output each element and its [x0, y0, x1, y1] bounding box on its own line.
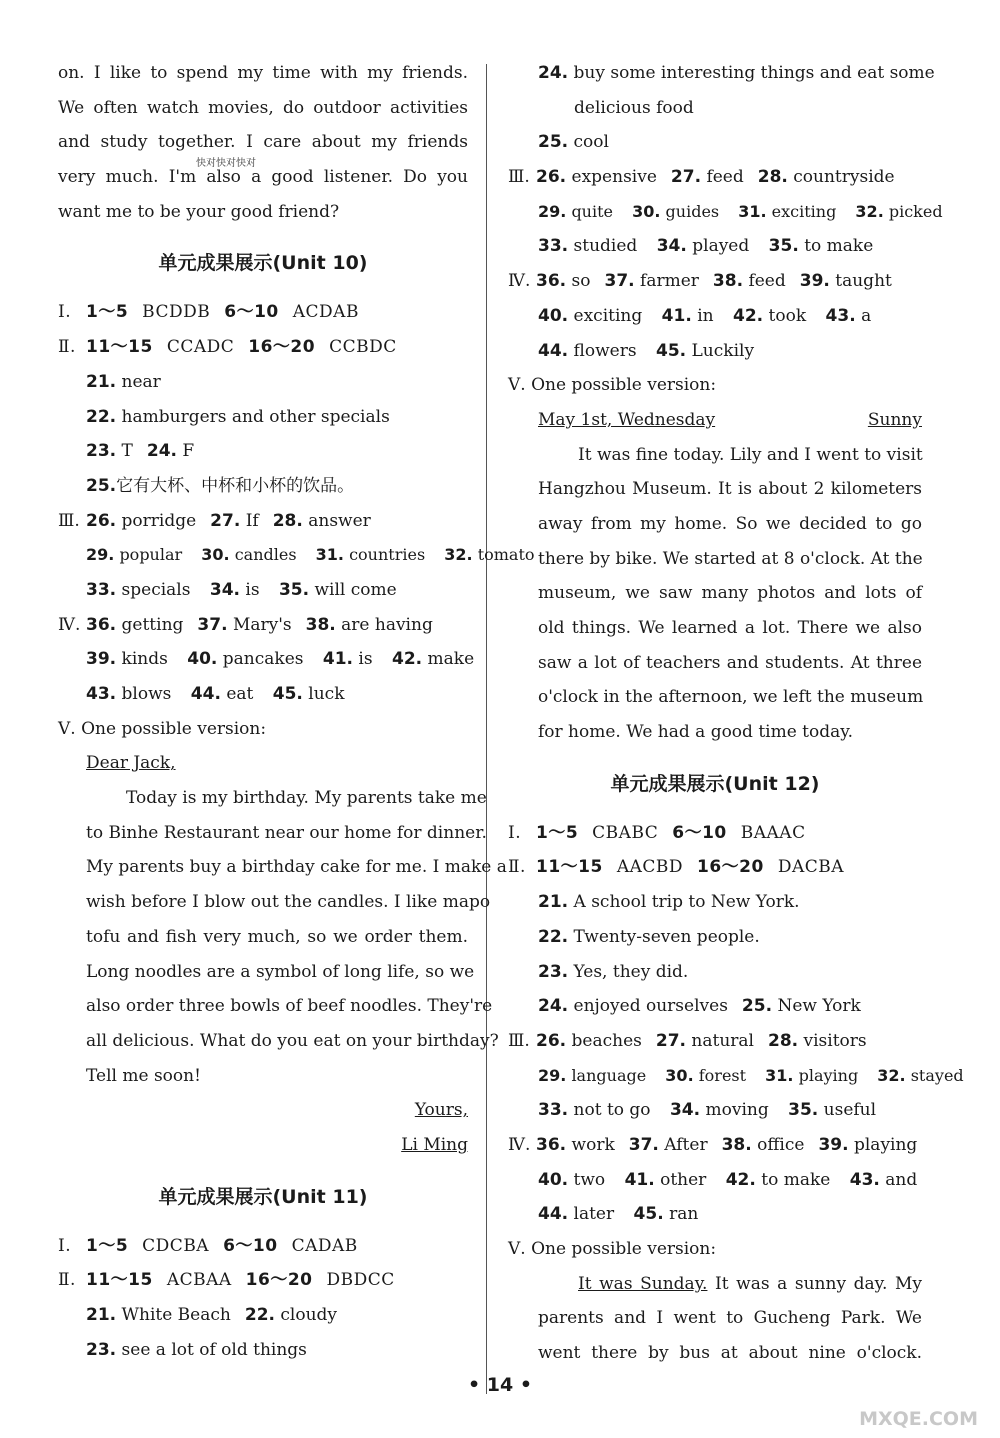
q-number: 34.: [209, 579, 240, 600]
q-answer: useful: [823, 1100, 877, 1121]
q-number: 38.: [712, 271, 744, 292]
roman-numeral: Ⅰ.: [508, 822, 522, 843]
section-5-label: Ⅴ. One possible version:: [508, 1239, 717, 1259]
section-3-row: [508, 229, 922, 264]
diary-line: It was fine today. Lily and I went to visit: [578, 444, 923, 465]
q-number: 41.: [624, 1169, 655, 1190]
q-number: 43.: [849, 1169, 880, 1190]
q-answer: Yes, they did.: [573, 961, 689, 982]
section-3-row: [508, 195, 943, 230]
q-answer: natural: [691, 1030, 754, 1051]
section-4-row: [58, 677, 468, 712]
q-number: 38.: [305, 614, 336, 635]
essay-line: parents and I went to Gucheng Park. We: [538, 1308, 922, 1329]
q-number: 33.: [86, 579, 117, 600]
intro-line: We often watch movies, do outdoor activities: [58, 97, 468, 118]
q-answer: After: [664, 1134, 708, 1155]
section-3-row: [508, 1093, 922, 1128]
q-answer: buy some interesting things and eat some: [573, 63, 935, 83]
q-number: 27.: [210, 510, 241, 531]
q-number: 30.: [201, 545, 230, 565]
letter-line: all delicious. What do you eat on your birthday?: [86, 1030, 499, 1051]
q-answer: played: [692, 236, 750, 257]
q-number: 29.: [538, 1065, 567, 1085]
q-number: 22.: [538, 926, 569, 947]
q-number: 24.: [538, 996, 569, 1017]
q-answer: blows: [121, 684, 172, 704]
q-number: 42.: [392, 649, 423, 670]
q-answer: to make: [804, 236, 874, 257]
q-answer: forest: [698, 1065, 747, 1085]
q-number: 23.: [538, 961, 569, 982]
q-answer: porridge: [121, 510, 197, 531]
answer-25: [508, 125, 922, 160]
q-answer: T: [121, 441, 133, 462]
q-answer: cool: [573, 132, 609, 153]
q-answer: enjoyed ourselves: [573, 996, 728, 1017]
answer-24-25: [508, 989, 922, 1024]
roman-numeral: Ⅱ.: [508, 857, 526, 878]
q-answer: expensive: [571, 167, 657, 188]
q-answer: office: [757, 1134, 805, 1155]
answer-25: [58, 469, 468, 504]
q-answer: to make: [761, 1169, 831, 1190]
answer-letters: ACDAB: [292, 302, 359, 323]
section-4-row: [508, 264, 922, 299]
q-answer: two: [573, 1169, 606, 1190]
answer-letters: DACBA: [777, 857, 845, 878]
roman-numeral: Ⅰ.: [58, 1235, 72, 1256]
q-answer: playing: [798, 1065, 859, 1085]
roman-numeral: Ⅱ.: [58, 1270, 76, 1291]
answer-23-24: [58, 434, 468, 469]
range-label: 1～5: [536, 822, 579, 843]
q-number: 38.: [721, 1134, 752, 1155]
q-answer: 它有大杯、中杯和小杯的饮品。: [116, 475, 355, 496]
section-4-row: [508, 1128, 922, 1163]
section-2-row: [58, 330, 468, 365]
q-number: 43.: [86, 684, 117, 704]
diary-line: museum, we saw many photos and lots of: [538, 583, 922, 604]
unit11-heading: 单元成果展示(Unit 11): [158, 1185, 368, 1208]
q-number: 27.: [670, 167, 702, 188]
q-number: 29.: [538, 201, 567, 221]
q-answer: guides: [665, 201, 720, 221]
q-answer: is: [245, 579, 260, 600]
q-answer: took: [768, 305, 807, 326]
answer-21: [58, 365, 468, 400]
q-number: 37.: [628, 1134, 659, 1155]
q-number: 42.: [725, 1169, 756, 1190]
diary-line: away from my home. So we decided to go: [538, 513, 922, 534]
section-3-row: [58, 538, 535, 573]
q-number: 39.: [799, 271, 830, 292]
q-answer: in: [697, 305, 714, 326]
q-number: 28.: [757, 167, 788, 188]
essay-line: went there by bus at about nine o'clock.: [538, 1343, 922, 1364]
q-answer: is: [358, 649, 373, 670]
q-number: 35.: [278, 579, 310, 600]
q-answer: see a lot of old things: [121, 1339, 307, 1360]
letter-line: My parents buy a birthday cake for me. I make a: [86, 857, 507, 878]
q-number: 45.: [655, 340, 687, 361]
q-answer: eat: [226, 684, 254, 704]
q-number: 25.: [86, 475, 117, 496]
q-number: 36.: [86, 614, 117, 635]
q-answer: flowers: [573, 340, 637, 361]
section-5-label: Ⅴ. One possible version:: [58, 718, 267, 739]
q-number: 30.: [665, 1065, 694, 1085]
answer-letters: CCADC: [166, 337, 235, 358]
answer-22: [58, 400, 468, 435]
q-number: 34.: [669, 1100, 701, 1121]
answer-letters: DBDCC: [326, 1270, 395, 1291]
answer-21-22: [58, 1298, 468, 1333]
q-number: 23.: [86, 441, 117, 462]
q-number: 40.: [538, 305, 569, 326]
q-number: 32.: [855, 201, 884, 221]
q-number: 44.: [538, 1204, 569, 1225]
essay-text: It was a sunny day. My: [707, 1273, 923, 1294]
range-label: 11～15: [86, 337, 153, 358]
q-answer: a: [861, 305, 872, 326]
section-3-row: [508, 1024, 922, 1059]
q-answer: farmer: [640, 271, 699, 292]
section-2-row: [508, 850, 922, 885]
q-answer: moving: [705, 1100, 769, 1121]
letter-line: tofu and fish very much, so we order them.: [86, 926, 468, 947]
answer-letters: CCBDC: [329, 337, 397, 358]
answer-letters: BAAAC: [740, 822, 806, 843]
section-1-row: [58, 1229, 468, 1264]
letter-line: Today is my birthday. My parents take me: [126, 788, 487, 809]
answer-letters: BCDDB: [142, 302, 211, 323]
range-label: 6～10: [223, 1235, 278, 1256]
q-number: 21.: [86, 1305, 117, 1325]
q-answer: ran: [669, 1204, 699, 1225]
answer-letters: CDCBA: [142, 1235, 210, 1256]
unit12-heading: 单元成果展示(Unit 12): [610, 772, 820, 795]
q-number: 25.: [538, 132, 569, 153]
q-answer: popular: [119, 545, 183, 565]
q-number: 26.: [536, 1030, 567, 1051]
letter-line: to Binhe Restaurant near our home for dinner.: [86, 822, 487, 843]
q-number: 29.: [86, 545, 115, 565]
diary-line: old things. We learned a lot. There we also: [538, 618, 922, 638]
q-number: 45.: [633, 1204, 664, 1225]
diary-date: May 1st, Wednesday: [538, 409, 716, 430]
range-label: 11～15: [86, 1270, 153, 1291]
range-label: 16～20: [245, 1270, 313, 1291]
diary-header: [508, 403, 922, 438]
q-answer: luck: [308, 684, 345, 704]
q-number: 32.: [877, 1065, 906, 1085]
answer-letters: CADAB: [291, 1235, 358, 1256]
unit10-heading: 单元成果展示(Unit 10): [158, 252, 368, 275]
q-number: 34.: [656, 236, 687, 257]
q-number: 26.: [536, 167, 567, 188]
q-number: 31.: [738, 201, 767, 221]
diary-line: saw a lot of teachers and students. At three: [538, 652, 922, 673]
q-answer: are having: [341, 614, 433, 635]
q-answer: later: [573, 1204, 615, 1225]
diary-line: for home. We had a good time today.: [538, 722, 854, 743]
section-5-label: Ⅴ. One possible version:: [508, 375, 717, 396]
answer-24: [508, 56, 935, 91]
q-answer: Luckily: [691, 340, 755, 361]
roman-numeral: Ⅰ.: [58, 302, 72, 323]
q-answer: Mary's: [232, 614, 292, 635]
q-number: 24.: [146, 441, 177, 462]
q-number: 30.: [632, 201, 661, 221]
intro-line: want me to be your good friend?: [58, 201, 340, 222]
handwritten-note: 快对快对快对: [196, 158, 256, 169]
q-answer: work: [571, 1134, 615, 1155]
range-label: 16～20: [697, 857, 764, 878]
q-answer: studied: [573, 236, 638, 257]
range-label: 1～5: [86, 302, 129, 323]
q-answer: exciting: [771, 201, 837, 221]
q-answer: visitors: [803, 1030, 867, 1051]
q-number: 28.: [272, 510, 303, 531]
q-answer: feed: [706, 167, 744, 188]
q-answer: answer: [308, 510, 371, 531]
section-4-row: [508, 1197, 922, 1232]
q-number: 42.: [732, 305, 764, 326]
answer-22: [508, 920, 922, 955]
q-number: 33.: [538, 236, 569, 257]
q-answer: specials: [121, 579, 191, 600]
q-answer: feed: [748, 271, 786, 292]
answer-23: [508, 955, 922, 990]
roman-numeral: Ⅳ.: [508, 1134, 531, 1155]
roman-numeral: Ⅲ.: [508, 167, 530, 188]
section-3-row: [58, 573, 468, 608]
q-number: 22.: [244, 1305, 275, 1325]
q-answer: F: [182, 441, 195, 462]
q-answer: New York: [777, 996, 861, 1017]
letter-greeting: Dear Jack,: [86, 753, 176, 774]
section-4-row: [508, 299, 922, 334]
q-number: 33.: [538, 1100, 569, 1121]
roman-numeral: Ⅳ.: [508, 271, 531, 292]
q-answer: White Beach: [121, 1305, 231, 1325]
q-answer: getting: [121, 614, 184, 635]
range-label: 6～10: [672, 822, 727, 843]
letter-line: also order three bowls of beef noodles. They're: [86, 996, 493, 1017]
q-number: 36.: [536, 1134, 567, 1155]
section-2-row: [58, 1263, 468, 1298]
column-divider: [486, 64, 487, 1394]
q-number: 26.: [86, 510, 117, 531]
range-label: 1～5: [86, 1235, 129, 1256]
q-answer: Twenty-seven people.: [573, 926, 760, 947]
section-4-row: [508, 334, 922, 369]
q-number: 39.: [86, 649, 117, 670]
q-answer: and: [885, 1169, 918, 1190]
q-answer: pancakes: [222, 649, 304, 670]
q-answer: picked: [888, 201, 943, 221]
intro-line: on. I like to spend my time with my friends.: [58, 63, 468, 83]
section-3-row: [508, 1059, 964, 1094]
q-answer: stayed: [910, 1065, 964, 1085]
q-number: 22.: [86, 406, 117, 427]
q-number: 36.: [536, 271, 567, 292]
q-number: 44.: [538, 340, 569, 361]
q-number: 45.: [272, 684, 303, 704]
q-answer: language: [571, 1065, 647, 1085]
q-answer: countryside: [793, 167, 895, 188]
q-number: 39.: [818, 1134, 849, 1155]
letter-line: wish before I blow out the candles. I like mapo: [86, 892, 491, 913]
range-label: 11～15: [536, 857, 603, 878]
page-number: • 14 •: [468, 1374, 532, 1396]
letter-signature: Li Ming: [401, 1134, 468, 1155]
q-answer: hamburgers and other specials: [121, 406, 390, 427]
q-number: 35.: [768, 236, 799, 257]
q-number: 41.: [661, 305, 692, 326]
diary-line: o'clock in the afternoon, we left the museum: [538, 687, 924, 708]
range-label: 16～20: [248, 337, 316, 358]
q-answer: cloudy: [280, 1305, 338, 1325]
letter-line: Long noodles are a symbol of long life, so we: [86, 961, 475, 982]
q-number: 21.: [86, 371, 117, 392]
q-answer: tomato: [477, 545, 535, 565]
roman-numeral: Ⅱ.: [58, 337, 76, 358]
q-number: 23.: [86, 1339, 117, 1360]
answer-21: [508, 885, 922, 920]
section-3-row: [58, 504, 468, 539]
q-number: 40.: [538, 1169, 569, 1190]
q-number: 25.: [741, 996, 773, 1017]
section-1-row: [508, 816, 922, 851]
left-column: [58, 56, 535, 1367]
section-4-row: [58, 642, 475, 677]
q-number: 37.: [604, 271, 635, 292]
answer-24-cont: delicious food: [574, 97, 694, 118]
q-number: 27.: [655, 1030, 686, 1051]
q-number: 31.: [315, 545, 344, 565]
intro-line: very much. I'm also a good listener. Do you: [58, 167, 468, 188]
section-4-row: [508, 1163, 922, 1198]
q-answer: candles: [234, 545, 297, 565]
roman-numeral: Ⅳ.: [58, 614, 81, 635]
q-answer: If: [245, 510, 259, 531]
range-label: 6～10: [224, 302, 279, 323]
q-number: 37.: [197, 614, 228, 635]
q-number: 44.: [190, 684, 221, 704]
q-number: 40.: [187, 649, 218, 670]
q-answer: so: [571, 271, 591, 292]
q-answer: make: [427, 649, 475, 670]
q-number: 32.: [444, 545, 473, 565]
q-number: 31.: [765, 1065, 794, 1085]
diary-weather: Sunny: [867, 409, 922, 430]
q-answer: near: [121, 371, 161, 392]
q-answer: quite: [571, 201, 613, 221]
section-3-row: [508, 160, 922, 195]
essay-underlined-start: It was Sunday.: [578, 1273, 708, 1294]
q-number: 41.: [322, 649, 354, 670]
letter-closing: Yours,: [414, 1100, 468, 1121]
q-answer: exciting: [573, 305, 643, 326]
diary-line: Hangzhou Museum. It is about 2 kilometers: [538, 479, 922, 500]
answer-letters: AACBD: [616, 857, 684, 878]
q-number: 28.: [767, 1030, 799, 1051]
watermark-text: MXQE.COM: [859, 1408, 978, 1430]
q-number: 35.: [788, 1100, 819, 1121]
q-answer: taught: [835, 271, 892, 292]
section-1-row: [58, 295, 468, 330]
q-answer: other: [660, 1169, 707, 1190]
roman-numeral: Ⅲ.: [508, 1030, 530, 1051]
q-answer: kinds: [121, 649, 168, 670]
q-answer: beaches: [571, 1030, 642, 1051]
q-number: 21.: [538, 892, 569, 913]
q-number: 24.: [538, 63, 569, 83]
q-answer: will come: [314, 579, 397, 600]
answer-23: [58, 1333, 468, 1368]
section-4-row: [58, 608, 468, 643]
intro-line: and study together. I care about my friends: [58, 132, 468, 153]
answer-letters: ACBAA: [166, 1270, 232, 1291]
roman-numeral: Ⅲ.: [58, 510, 80, 531]
right-column: [508, 56, 964, 1371]
letter-line: Tell me soon!: [86, 1065, 201, 1086]
q-answer: A school trip to New York.: [573, 892, 800, 913]
essay-line: [508, 1267, 922, 1302]
q-answer: countries: [349, 545, 426, 565]
q-answer: playing: [853, 1134, 918, 1155]
diary-line: there by bike. We started at 8 o'clock. At the: [538, 548, 923, 569]
answer-letters: CBABC: [592, 822, 659, 843]
q-number: 43.: [825, 305, 856, 326]
q-answer: not to go: [573, 1100, 651, 1121]
site-watermark: [816, 1368, 986, 1432]
